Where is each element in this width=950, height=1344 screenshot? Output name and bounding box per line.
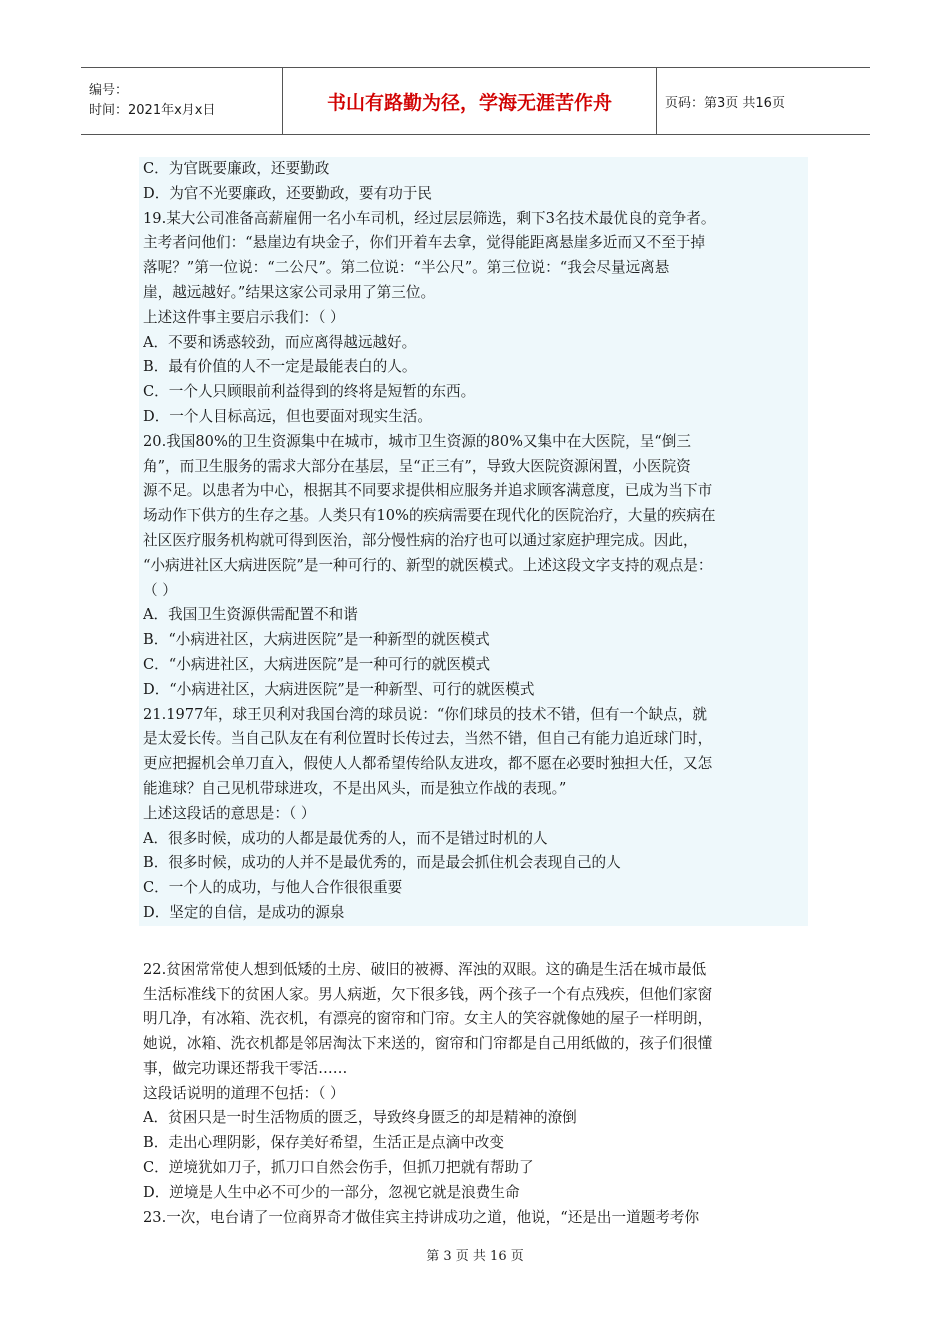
text-line: 这段话说明的道理不包括：（ ） <box>143 1084 345 1102</box>
text-line: “小病进社区大病进医院”是一种可行的、新型的就医模式。上述这段文字支持的观点是： <box>143 556 713 574</box>
text-line: 23.一次，电台请了一位商界奇才做佳宾主持讲成功之道，他说，“还是出一道题考考你 <box>143 1208 700 1226</box>
text-line: 她说，冰箱、洗衣机都是邻居淘汰下来送的，窗帘和门帘都是自己用纸做的，孩子们很懂 <box>143 1035 713 1053</box>
text-line: 19.某大公司准备高薪雇佣一名小车司机，经过层层筛选，剩下3名技术最优良的竞争者。 <box>143 209 716 227</box>
text-line: 20.我国80%的卫生资源集中在城市，城市卫生资源的80%又集中在大医院，呈“倒三 <box>143 432 691 450</box>
text-line: 角”，而卫生服务的需求大部分在基层，呈“正三有”，导致大医院资源闲置，小医院资 <box>143 457 691 475</box>
header-page-cell <box>657 68 870 134</box>
text-line: 明几净，有冰箱、洗衣机，有漂亮的窗帘和门帘。女主人的笑容就像她的屋子一样明朗， <box>143 1010 713 1028</box>
page-footer: 第 3 页 共 16 页 <box>426 1249 524 1264</box>
block-spacer <box>139 926 808 958</box>
text-line: 能進球？自己见机带球进攻，不是出风头，而是独立作战的表现。” <box>143 779 567 797</box>
text-line: 主考者问他们：“悬崖边有块金子，你们开着车去拿，觉得能距离悬崖多近而又不至于掉 <box>143 234 706 252</box>
question-block <box>139 958 808 1231</box>
text-line: C．一个人只顾眼前利益得到的终将是短暂的东西。 <box>143 383 476 401</box>
header-page-label: 页码：第3页 共16页 <box>665 95 785 111</box>
header-motto: 书山有路勤为径，学海无涯苦作舟 <box>326 91 612 114</box>
text-line: 崖，越远越好。”结果这家公司录用了第三位。 <box>143 283 436 301</box>
text-line: 生活标准线下的贫困人家。男人病逝，欠下很多钱，两个孩子一个有点残疾，但他们家窗 <box>143 985 713 1003</box>
text-line: 上述这件事主要启示我们：（ ） <box>143 308 345 326</box>
text-line: B．“小病进社区，大病进医院”是一种新型的就医模式 <box>143 631 490 649</box>
text-line: D．“小病进社区，大病进医院”是一种新型、可行的就医模式 <box>143 680 535 698</box>
text-line: A．不要和诱惑较劲，而应离得越远越好。 <box>143 333 417 351</box>
text-line: 22.贫困常常使人想到低矮的土房、破旧的被褥、浑浊的双眼。这的确是生活在城市最低 <box>143 960 707 978</box>
header-motto-cell <box>283 68 657 134</box>
page-header <box>81 67 870 135</box>
text-line: A．贫困只是一时生活物质的匮乏，导致终身匮乏的却是精神的潦倒 <box>143 1109 577 1127</box>
text-line: D．逆境是人生中必不可少的一部分，忽视它就是浪费生命 <box>143 1183 520 1201</box>
text-line: C．一个人的成功，与他人合作很很重要 <box>143 879 403 897</box>
text-line: 社区医疗服务机构就可得到医治，部分慢性病的治疗也可以通过家庭护理完成。因此， <box>143 531 698 549</box>
text-line: 落呢？”第一位说：“二公尺”。第二位说：“半公尺”。第三位说：“我会尽量远离悬 <box>143 259 670 277</box>
document-time-label: 时间：2021年x月x日 <box>89 103 216 118</box>
text-line: 源不足。以患者为中心，根据其不同要求提供相应服务并追求顾客满意度，已成为当下市 <box>143 482 713 500</box>
document-number-label: 编号： <box>89 83 129 98</box>
document-body <box>139 157 808 1230</box>
text-line: B．最有价值的人不一定是最能表白的人。 <box>143 358 417 376</box>
header-meta <box>81 68 283 134</box>
text-line: D．坚定的自信，是成功的源泉 <box>143 903 345 921</box>
shaded-question-block <box>139 157 808 926</box>
text-line: 21.1977年，球王贝利对我国台湾的球员说：“你们球员的技术不错，但有一个缺点，就 <box>143 705 708 723</box>
text-line: （ ） <box>143 581 177 599</box>
text-line: B．很多时候，成功的人并不是最优秀的，而是最会抓住机会表现自己的人 <box>143 854 621 872</box>
text-line: 是太爱长传。当自己队友在有利位置时长传过去，当然不错，但自己有能力追近球门时， <box>143 730 713 748</box>
text-line: 事，做完功课还帮我干零活…… <box>143 1059 348 1077</box>
text-line: A．我国卫生资源供需配置不和谐 <box>143 606 358 624</box>
text-line: 更应把握机会单刀直入，假使人人都希望传给队友进攻，都不愿在必要时独担大任，又怎 <box>143 755 713 773</box>
text-line: D．为官不光要廉政，还要勤政，要有功于民 <box>143 184 432 202</box>
text-line: C．“小病进社区，大病进医院”是一种可行的就医模式 <box>143 655 491 673</box>
text-line: 上述这段话的意思是：（ ） <box>143 804 316 822</box>
text-line: C．为官既要廉政，还要勤政 <box>143 160 330 177</box>
text-line: 场动作下供方的生存之基。人类只有10%的疾病需要在现代化的医院治疗，大量的疾病在 <box>143 507 716 525</box>
text-line: B．走出心理阴影，保存美好希望，生活正是点滴中改变 <box>143 1134 504 1152</box>
text-line: A．很多时候，成功的人都是最优秀的人，而不是错过时机的人 <box>143 829 548 847</box>
text-line: D．一个人目标高远，但也要面对现实生活。 <box>143 407 432 425</box>
text-line: C．逆境犹如刀子，抓刀口自然会伤手，但抓刀把就有帮助了 <box>143 1159 534 1177</box>
